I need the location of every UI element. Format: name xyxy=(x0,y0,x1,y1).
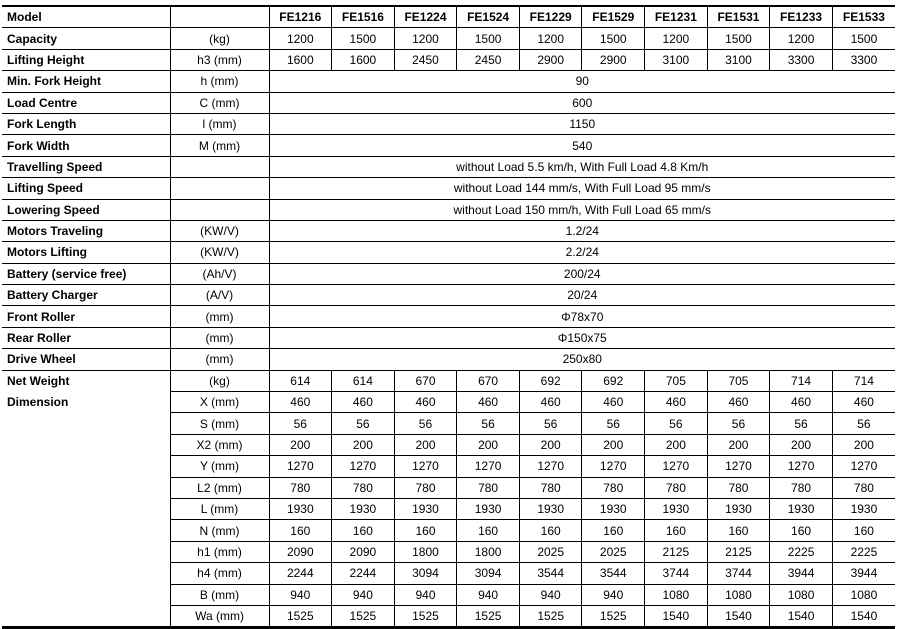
spec-value: 200 xyxy=(770,434,833,455)
spec-unit: (kg) xyxy=(170,28,269,49)
spec-value: 1080 xyxy=(832,584,895,605)
spec-unit: (kg) xyxy=(170,370,269,391)
spec-value: 780 xyxy=(582,477,645,498)
spec-unit: (KW/V) xyxy=(170,220,269,241)
spec-value: 3094 xyxy=(457,563,520,584)
spec-value: 1200 xyxy=(770,28,833,49)
spec-row xyxy=(2,306,895,327)
model-header-cell: FE1216 xyxy=(269,6,332,28)
spec-name: Drive Wheel xyxy=(2,349,170,370)
spec-row xyxy=(2,113,895,134)
spec-value: 2244 xyxy=(332,563,395,584)
spec-value-span: 540 xyxy=(269,135,895,156)
spec-value: 460 xyxy=(457,392,520,413)
spec-value: 1270 xyxy=(269,456,332,477)
spec-value: 780 xyxy=(394,477,457,498)
spec-value: 2244 xyxy=(269,563,332,584)
spec-value: 160 xyxy=(332,520,395,541)
spec-value: 1270 xyxy=(332,456,395,477)
spec-value: 3300 xyxy=(770,49,833,70)
spec-name: Lifting Speed xyxy=(2,178,170,199)
spec-row xyxy=(2,327,895,348)
spec-value: 1930 xyxy=(645,498,708,519)
header-row xyxy=(2,6,895,28)
spec-row xyxy=(2,605,895,627)
spec-value: 56 xyxy=(645,413,708,434)
spec-value: 1200 xyxy=(519,28,582,49)
spec-value: 1525 xyxy=(394,605,457,627)
spec-value: 200 xyxy=(707,434,770,455)
spec-row xyxy=(2,498,895,519)
spec-row xyxy=(2,285,895,306)
spec-value: 3100 xyxy=(645,49,708,70)
spec-row xyxy=(2,220,895,241)
spec-value: 200 xyxy=(582,434,645,455)
spec-value: 3544 xyxy=(519,563,582,584)
spec-value: 2125 xyxy=(707,541,770,562)
spec-value: 200 xyxy=(394,434,457,455)
spec-unit: Wa (mm) xyxy=(170,605,269,627)
spec-name: Motors Traveling xyxy=(2,220,170,241)
spec-value: 1500 xyxy=(457,28,520,49)
spec-value: 1270 xyxy=(832,456,895,477)
spec-row xyxy=(2,92,895,113)
spec-value: 1930 xyxy=(519,498,582,519)
spec-value: 705 xyxy=(645,370,708,391)
spec-value: 940 xyxy=(394,584,457,605)
spec-value: 3744 xyxy=(707,563,770,584)
model-header-cell: FE1224 xyxy=(394,6,457,28)
spec-value: 1930 xyxy=(457,498,520,519)
spec-unit: (mm) xyxy=(170,349,269,370)
spec-value: 1930 xyxy=(394,498,457,519)
spec-value: 940 xyxy=(519,584,582,605)
spec-unit: S (mm) xyxy=(170,413,269,434)
spec-value-span: without Load 144 mm/s, With Full Load 95 mm/s xyxy=(269,178,895,199)
spec-value: 1540 xyxy=(832,605,895,627)
spec-unit: (Ah/V) xyxy=(170,263,269,284)
spec-value: 56 xyxy=(832,413,895,434)
spec-value: 714 xyxy=(770,370,833,391)
spec-name xyxy=(2,456,170,477)
spec-name xyxy=(2,605,170,627)
spec-value: 2090 xyxy=(269,541,332,562)
spec-value: 200 xyxy=(832,434,895,455)
spec-value: 780 xyxy=(832,477,895,498)
spec-value: 1540 xyxy=(707,605,770,627)
spec-name: Front Roller xyxy=(2,306,170,327)
spec-value: 160 xyxy=(645,520,708,541)
spec-value: 1600 xyxy=(269,49,332,70)
spec-value: 1270 xyxy=(519,456,582,477)
spec-value: 56 xyxy=(394,413,457,434)
spec-name xyxy=(2,541,170,562)
spec-value: 1500 xyxy=(332,28,395,49)
spec-value: 1600 xyxy=(332,49,395,70)
spec-row xyxy=(2,477,895,498)
spec-value: 3094 xyxy=(394,563,457,584)
spec-value: 2900 xyxy=(582,49,645,70)
spec-value: 1270 xyxy=(394,456,457,477)
spec-value: 56 xyxy=(770,413,833,434)
spec-value: 1525 xyxy=(269,605,332,627)
spec-value-span: 20/24 xyxy=(269,285,895,306)
spec-unit: h1 (mm) xyxy=(170,541,269,562)
spec-value: 2025 xyxy=(519,541,582,562)
spec-table-body xyxy=(2,6,895,628)
spec-value: 160 xyxy=(832,520,895,541)
spec-value: 1500 xyxy=(707,28,770,49)
spec-unit: (A/V) xyxy=(170,285,269,306)
spec-value: 1270 xyxy=(582,456,645,477)
spec-row xyxy=(2,541,895,562)
spec-value: 2225 xyxy=(770,541,833,562)
spec-unit: l (mm) xyxy=(170,113,269,134)
spec-row xyxy=(2,456,895,477)
spec-value: 56 xyxy=(707,413,770,434)
spec-value: 200 xyxy=(332,434,395,455)
spec-unit: h (mm) xyxy=(170,71,269,92)
spec-value: 614 xyxy=(332,370,395,391)
spec-name: Dimension xyxy=(2,392,170,413)
spec-value: 670 xyxy=(394,370,457,391)
spec-unit: Y (mm) xyxy=(170,456,269,477)
spec-value: 160 xyxy=(269,520,332,541)
spec-value-span: 1150 xyxy=(269,113,895,134)
spec-value: 780 xyxy=(770,477,833,498)
spec-row xyxy=(2,413,895,434)
spec-name xyxy=(2,413,170,434)
spec-value-span: Φ150x75 xyxy=(269,327,895,348)
spec-value: 460 xyxy=(332,392,395,413)
spec-value-span: 200/24 xyxy=(269,263,895,284)
spec-name: Battery (service free) xyxy=(2,263,170,284)
spec-row xyxy=(2,49,895,70)
spec-name: Battery Charger xyxy=(2,285,170,306)
spec-value: 1800 xyxy=(457,541,520,562)
spec-value: 160 xyxy=(707,520,770,541)
spec-value: 940 xyxy=(582,584,645,605)
spec-value: 1800 xyxy=(394,541,457,562)
spec-value: 1930 xyxy=(269,498,332,519)
spec-value: 3944 xyxy=(770,563,833,584)
spec-value: 56 xyxy=(457,413,520,434)
spec-unit: h3 (mm) xyxy=(170,49,269,70)
spec-row xyxy=(2,28,895,49)
spec-value: 2090 xyxy=(332,541,395,562)
model-header-cell: FE1229 xyxy=(519,6,582,28)
spec-value: 460 xyxy=(394,392,457,413)
spec-value: 3744 xyxy=(645,563,708,584)
spec-value: 3300 xyxy=(832,49,895,70)
spec-value: 714 xyxy=(832,370,895,391)
spec-name: Load Centre xyxy=(2,92,170,113)
spec-unit: X (mm) xyxy=(170,392,269,413)
spec-unit: (mm) xyxy=(170,327,269,348)
spec-row xyxy=(2,563,895,584)
spec-value: 692 xyxy=(582,370,645,391)
spec-value: 1270 xyxy=(457,456,520,477)
spec-value-span: without Load 150 mm/h, With Full Load 65 mm/s xyxy=(269,199,895,220)
spec-value: 460 xyxy=(645,392,708,413)
spec-name xyxy=(2,520,170,541)
spec-value: 2450 xyxy=(457,49,520,70)
spec-value: 200 xyxy=(269,434,332,455)
spec-value-span: without Load 5.5 km/h, With Full Load 4.8 Km/h xyxy=(269,156,895,177)
spec-value: 460 xyxy=(582,392,645,413)
spec-value: 780 xyxy=(457,477,520,498)
spec-unit: C (mm) xyxy=(170,92,269,113)
spec-value: 1200 xyxy=(269,28,332,49)
spec-value: 160 xyxy=(457,520,520,541)
spec-row xyxy=(2,178,895,199)
model-header-cell: FE1524 xyxy=(457,6,520,28)
spec-unit: (KW/V) xyxy=(170,242,269,263)
spec-value: 160 xyxy=(519,520,582,541)
spec-value: 460 xyxy=(707,392,770,413)
spec-value: 1525 xyxy=(519,605,582,627)
spec-unit: h4 (mm) xyxy=(170,563,269,584)
spec-value: 1930 xyxy=(832,498,895,519)
spec-name: Motors Lifting xyxy=(2,242,170,263)
spec-value: 2225 xyxy=(832,541,895,562)
spec-unit: X2 (mm) xyxy=(170,434,269,455)
spec-value: 56 xyxy=(269,413,332,434)
spec-value: 2900 xyxy=(519,49,582,70)
spec-value: 1200 xyxy=(645,28,708,49)
spec-table xyxy=(2,5,895,629)
spec-value: 780 xyxy=(269,477,332,498)
spec-name xyxy=(2,434,170,455)
spec-unit xyxy=(170,199,269,220)
spec-value-span: 90 xyxy=(269,71,895,92)
unit-header-cell xyxy=(170,6,269,28)
spec-name: Lowering Speed xyxy=(2,199,170,220)
spec-row xyxy=(2,71,895,92)
spec-value: 460 xyxy=(770,392,833,413)
spec-unit: B (mm) xyxy=(170,584,269,605)
spec-row xyxy=(2,520,895,541)
spec-value: 460 xyxy=(269,392,332,413)
spec-value: 1500 xyxy=(582,28,645,49)
spec-row xyxy=(2,370,895,391)
spec-value: 1930 xyxy=(770,498,833,519)
spec-value: 460 xyxy=(832,392,895,413)
spec-value: 160 xyxy=(394,520,457,541)
spec-value: 1525 xyxy=(457,605,520,627)
model-label: Model xyxy=(2,6,170,28)
spec-name: Capacity xyxy=(2,28,170,49)
spec-value: 1200 xyxy=(394,28,457,49)
spec-value: 692 xyxy=(519,370,582,391)
spec-name: Travelling Speed xyxy=(2,156,170,177)
spec-value: 780 xyxy=(332,477,395,498)
spec-name xyxy=(2,498,170,519)
spec-row xyxy=(2,199,895,220)
spec-row xyxy=(2,434,895,455)
spec-value: 614 xyxy=(269,370,332,391)
spec-unit xyxy=(170,178,269,199)
spec-value: 1540 xyxy=(770,605,833,627)
spec-value: 1930 xyxy=(707,498,770,519)
spec-value: 1270 xyxy=(707,456,770,477)
spec-value: 2450 xyxy=(394,49,457,70)
spec-value: 780 xyxy=(707,477,770,498)
spec-value: 1525 xyxy=(332,605,395,627)
spec-unit: L2 (mm) xyxy=(170,477,269,498)
spec-value: 160 xyxy=(770,520,833,541)
spec-value: 1500 xyxy=(832,28,895,49)
model-header-cell: FE1231 xyxy=(645,6,708,28)
spec-value: 160 xyxy=(582,520,645,541)
spec-value: 3544 xyxy=(582,563,645,584)
spec-value: 670 xyxy=(457,370,520,391)
spec-value: 56 xyxy=(582,413,645,434)
spec-name: Fork Length xyxy=(2,113,170,134)
model-header-cell: FE1531 xyxy=(707,6,770,28)
spec-value: 56 xyxy=(332,413,395,434)
spec-value: 1270 xyxy=(645,456,708,477)
spec-value: 1270 xyxy=(770,456,833,477)
spec-value: 2125 xyxy=(645,541,708,562)
spec-unit: (mm) xyxy=(170,306,269,327)
spec-value: 56 xyxy=(519,413,582,434)
spec-value: 1080 xyxy=(645,584,708,605)
spec-name xyxy=(2,584,170,605)
spec-value: 940 xyxy=(457,584,520,605)
model-header-cell: FE1516 xyxy=(332,6,395,28)
spec-value: 780 xyxy=(645,477,708,498)
spec-unit xyxy=(170,156,269,177)
spec-name: Net Weight xyxy=(2,370,170,391)
spec-value-span: 250x80 xyxy=(269,349,895,370)
spec-value-span: 2.2/24 xyxy=(269,242,895,263)
spec-unit: N (mm) xyxy=(170,520,269,541)
spec-value: 1080 xyxy=(707,584,770,605)
spec-value: 460 xyxy=(519,392,582,413)
spec-row xyxy=(2,584,895,605)
spec-value: 940 xyxy=(269,584,332,605)
spec-value: 1080 xyxy=(770,584,833,605)
spec-value: 1525 xyxy=(582,605,645,627)
spec-row xyxy=(2,392,895,413)
spec-unit: M (mm) xyxy=(170,135,269,156)
spec-row xyxy=(2,349,895,370)
model-header-cell: FE1233 xyxy=(770,6,833,28)
spec-value: 940 xyxy=(332,584,395,605)
spec-name: Rear Roller xyxy=(2,327,170,348)
spec-value: 200 xyxy=(645,434,708,455)
spec-row xyxy=(2,263,895,284)
spec-value: 2025 xyxy=(582,541,645,562)
spec-row xyxy=(2,242,895,263)
spec-value: 780 xyxy=(519,477,582,498)
spec-name xyxy=(2,477,170,498)
spec-row xyxy=(2,156,895,177)
spec-value: 1930 xyxy=(582,498,645,519)
spec-value: 3100 xyxy=(707,49,770,70)
spec-unit: L (mm) xyxy=(170,498,269,519)
model-header-cell: FE1529 xyxy=(582,6,645,28)
spec-value-span: Φ78x70 xyxy=(269,306,895,327)
spec-name xyxy=(2,563,170,584)
spec-name: Min. Fork Height xyxy=(2,71,170,92)
spec-value: 200 xyxy=(519,434,582,455)
model-header-cell: FE1533 xyxy=(832,6,895,28)
spec-name: Lifting Height xyxy=(2,49,170,70)
spec-value: 200 xyxy=(457,434,520,455)
spec-value-span: 600 xyxy=(269,92,895,113)
spec-value-span: 1.2/24 xyxy=(269,220,895,241)
spec-name: Fork Width xyxy=(2,135,170,156)
spec-value: 705 xyxy=(707,370,770,391)
spec-row xyxy=(2,135,895,156)
spec-value: 1930 xyxy=(332,498,395,519)
spec-value: 3944 xyxy=(832,563,895,584)
spec-value: 1540 xyxy=(645,605,708,627)
